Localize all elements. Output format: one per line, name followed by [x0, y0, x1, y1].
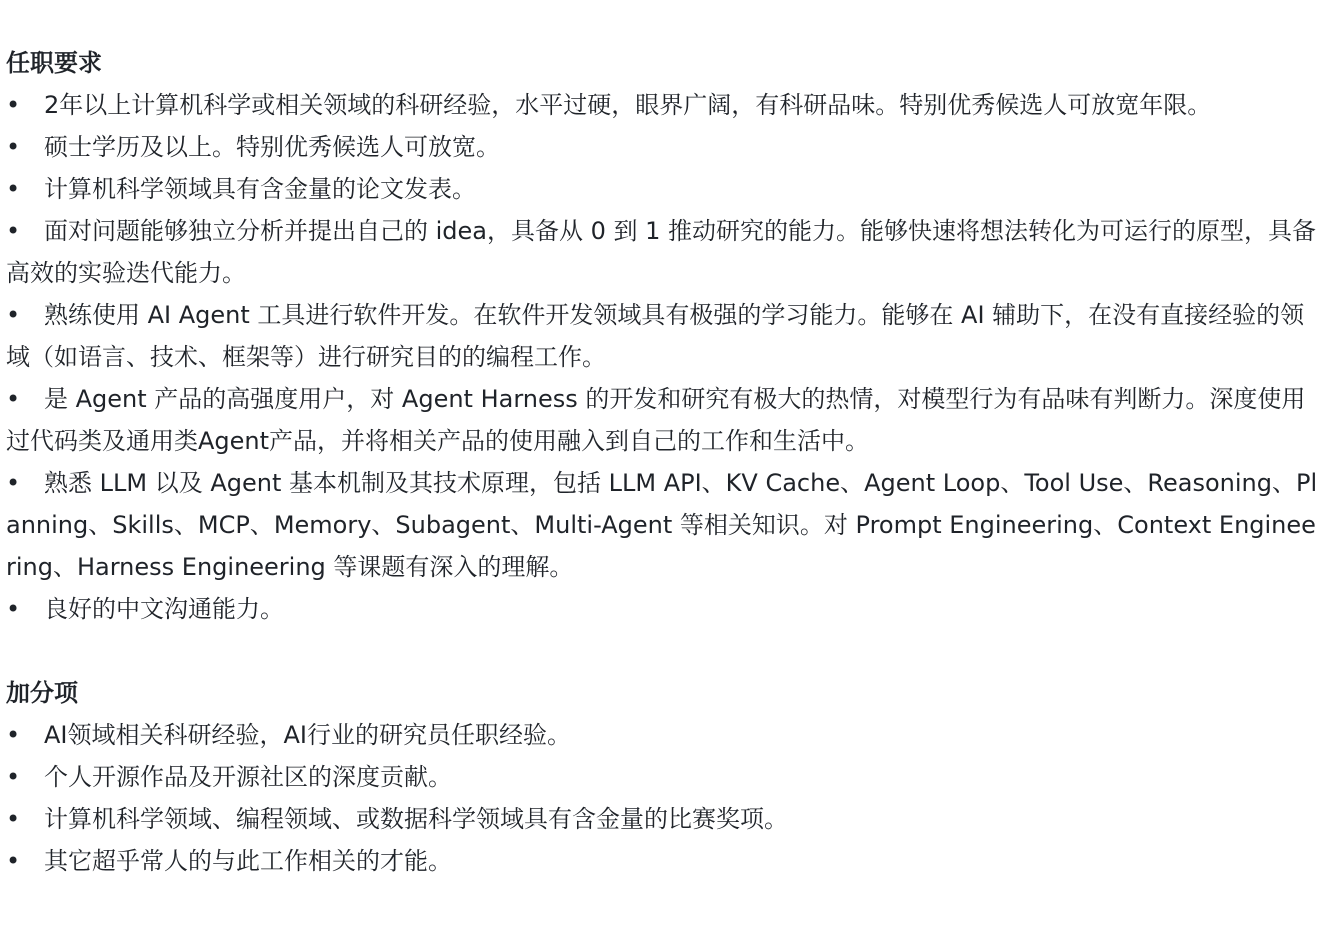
list-item [6, 798, 1322, 840]
list-item [6, 210, 1322, 294]
bullet-icon: • [6, 469, 21, 497]
bullet-icon: • [6, 175, 21, 203]
list-item-text: 计算机科学领域、编程领域、或数据科学领域具有含金量的比赛奖项。 [44, 805, 788, 833]
list-item [6, 756, 1322, 798]
list-item [6, 84, 1322, 126]
list-item-text: 其它超乎常人的与此工作相关的才能。 [44, 847, 452, 875]
list-item [6, 462, 1322, 588]
list-item [6, 378, 1322, 462]
bullet-icon: • [6, 217, 21, 245]
bullet-icon: • [6, 91, 21, 119]
bullet-icon: • [6, 385, 21, 413]
bullet-icon: • [6, 133, 21, 161]
list-item [6, 126, 1322, 168]
list-item-text: 熟练使用 AI Agent 工具进行软件开发。在软件开发领域具有极强的学习能力。能够在 AI 辅助下，在没有直接经验的领域（如语言、技术、框架等）进行研究目的的编程工作。 [6, 301, 1305, 371]
section-title-bonus: 加分项 [6, 679, 78, 707]
list-item-text: 熟悉 LLM 以及 Agent 基本机制及其技术原理，包括 LLM API、KV Cache、Agent Loop、Tool Use、Reasoning、Planning、Skills、MCP、Memory、Subagent、Multi-Agent 等相关知识。对 Prompt Engineering、Context Engineering、Harness Engineering 等课题有深入的理解。 [6, 469, 1318, 581]
list-item [6, 840, 1322, 882]
list-item-text: AI领域相关科研经验，AI行业的研究员任职经验。 [44, 721, 571, 749]
list-item-text: 2年以上计算机科学或相关领域的科研经验，水平过硬，眼界广阔，有科研品味。特别优秀候选人可放宽年限。 [44, 91, 1212, 119]
list-item-text: 良好的中文沟通能力。 [44, 595, 284, 623]
bullet-icon: • [6, 763, 21, 791]
bullet-icon: • [6, 301, 21, 329]
requirements-list [6, 84, 1322, 630]
bullet-icon: • [6, 847, 21, 875]
list-item [6, 168, 1322, 210]
bullet-icon: • [6, 721, 21, 749]
list-item-text: 是 Agent 产品的高强度用户，对 Agent Harness 的开发和研究有极大的热情，对模型行为有品味有判断力。深度使用过代码类及通用类Agent产品，并将相关产品的使用融入到自己的工作和生活中。 [6, 385, 1306, 455]
list-item [6, 588, 1322, 630]
list-item-text: 个人开源作品及开源社区的深度贡献。 [44, 763, 452, 791]
list-item-text: 硕士学历及以上。特别优秀候选人可放宽。 [44, 133, 500, 161]
bullet-icon: • [6, 805, 21, 833]
list-item [6, 714, 1322, 756]
section-title-requirements: 任职要求 [6, 49, 102, 77]
bullet-icon: • [6, 595, 21, 623]
list-item-text: 面对问题能够独立分析并提出自己的 idea，具备从 0 到 1 推动研究的能力。能够快速将想法转化为可运行的原型，具备高效的实验迭代能力。 [6, 217, 1317, 287]
bonus-list [6, 714, 1322, 882]
list-item-text: 计算机科学领域具有含金量的论文发表。 [44, 175, 476, 203]
section-spacer [6, 630, 1322, 672]
list-item [6, 294, 1322, 378]
